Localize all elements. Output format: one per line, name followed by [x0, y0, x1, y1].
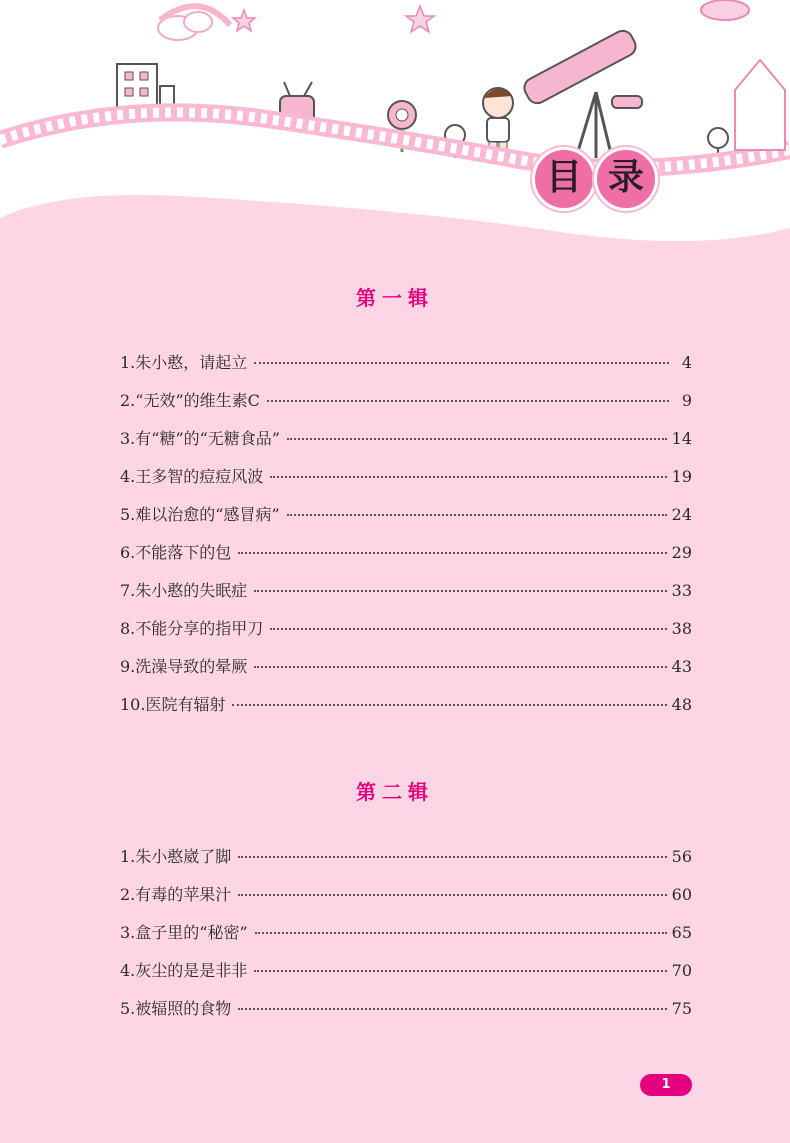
toc-entry-page: 43	[671, 657, 692, 676]
toc-entry[interactable]	[120, 616, 692, 654]
dot-leader	[270, 476, 666, 478]
dot-leader	[238, 894, 666, 896]
toc-entry-title: 8.不能分享的指甲刀	[120, 619, 264, 638]
section-heading: 第二辑	[356, 780, 434, 804]
star-icon	[406, 6, 434, 32]
dot-leader	[238, 1008, 666, 1010]
toc-entry-page: 4	[681, 353, 692, 372]
castle-icon	[735, 60, 785, 150]
telescope-icon	[521, 27, 642, 158]
dot-leader	[254, 666, 666, 668]
dot-leader	[254, 362, 669, 364]
toc-entry-title: 3.有“糖”的“无糖食品”	[120, 429, 280, 448]
toc-entry-title: 9.洗澡导致的晕厥	[120, 657, 248, 676]
toc-entry-page: 70	[671, 961, 692, 980]
page-title-char: 录	[607, 157, 644, 198]
section-heading: 第一辑	[356, 286, 434, 310]
dot-leader	[254, 590, 666, 592]
dot-leader	[267, 400, 669, 402]
toc-entry-title: 6.不能落下的包	[120, 543, 232, 562]
toc-entry[interactable]	[120, 388, 692, 426]
dot-leader	[287, 438, 667, 440]
cloud-icon	[158, 6, 230, 40]
toc-entry-title: 3.盒子里的“秘密”	[120, 923, 248, 942]
toc-entry-title: 1.朱小憨，请起立	[120, 353, 248, 372]
dot-leader	[254, 970, 666, 972]
toc-entry-page: 29	[671, 543, 692, 562]
dot-leader	[232, 704, 666, 706]
page-title	[532, 147, 662, 211]
toc-entry-page: 48	[671, 695, 692, 714]
toc-entry-title: 4.灰尘的是是非非	[120, 961, 248, 980]
dot-leader	[270, 628, 666, 630]
toc-list	[120, 844, 692, 1034]
toc-entry[interactable]	[120, 350, 692, 388]
toc-entry[interactable]	[120, 958, 692, 996]
toc-entry-page: 65	[671, 923, 692, 942]
toc-entry[interactable]	[120, 426, 692, 464]
toc-entry-page: 19	[671, 467, 692, 486]
toc-entry[interactable]	[120, 502, 692, 540]
toc-entry[interactable]	[120, 996, 692, 1034]
toc-entry-title: 4.王多智的痘痘风波	[120, 467, 264, 486]
star-icon	[233, 10, 255, 31]
toc-entry[interactable]	[120, 920, 692, 958]
dot-leader	[238, 856, 666, 858]
page-number-badge: 1	[640, 1074, 692, 1096]
toc-entry-page: 9	[681, 391, 692, 410]
toc-entry-title: 10.医院有辐射	[120, 695, 226, 714]
toc-entry[interactable]	[120, 654, 692, 692]
toc-entry[interactable]	[120, 844, 692, 882]
header-illustration	[0, 0, 790, 260]
toc-entry-page: 24	[671, 505, 692, 524]
planet-icon	[701, 0, 749, 20]
toc-entry-page: 33	[671, 581, 692, 600]
toc-entry[interactable]	[120, 692, 692, 730]
toc-entry-title: 1.朱小憨崴了脚	[120, 847, 232, 866]
toc-entry-title: 5.被辐照的食物	[120, 999, 232, 1018]
toc-list	[120, 350, 692, 730]
toc-entry-title: 5.难以治愈的“感冒病”	[120, 505, 280, 524]
toc-entry[interactable]	[120, 882, 692, 920]
dot-leader	[255, 932, 667, 934]
page-title-char: 目	[545, 157, 582, 198]
toc-entry-page: 60	[671, 885, 692, 904]
toc-entry-page: 75	[671, 999, 692, 1018]
toc-entry[interactable]	[120, 540, 692, 578]
toc-entry-title: 2.“无效”的维生素C	[120, 391, 260, 410]
toc-entry-title: 2.有毒的苹果汁	[120, 885, 232, 904]
toc-entry-page: 14	[671, 429, 692, 448]
dot-leader	[238, 552, 666, 554]
dot-leader	[287, 514, 667, 516]
toc-entry-page: 38	[671, 619, 692, 638]
toc-entry[interactable]	[120, 464, 692, 502]
toc-entry[interactable]	[120, 578, 692, 616]
toc-entry-page: 56	[671, 847, 692, 866]
toc-entry-title: 7.朱小憨的失眠症	[120, 581, 248, 600]
